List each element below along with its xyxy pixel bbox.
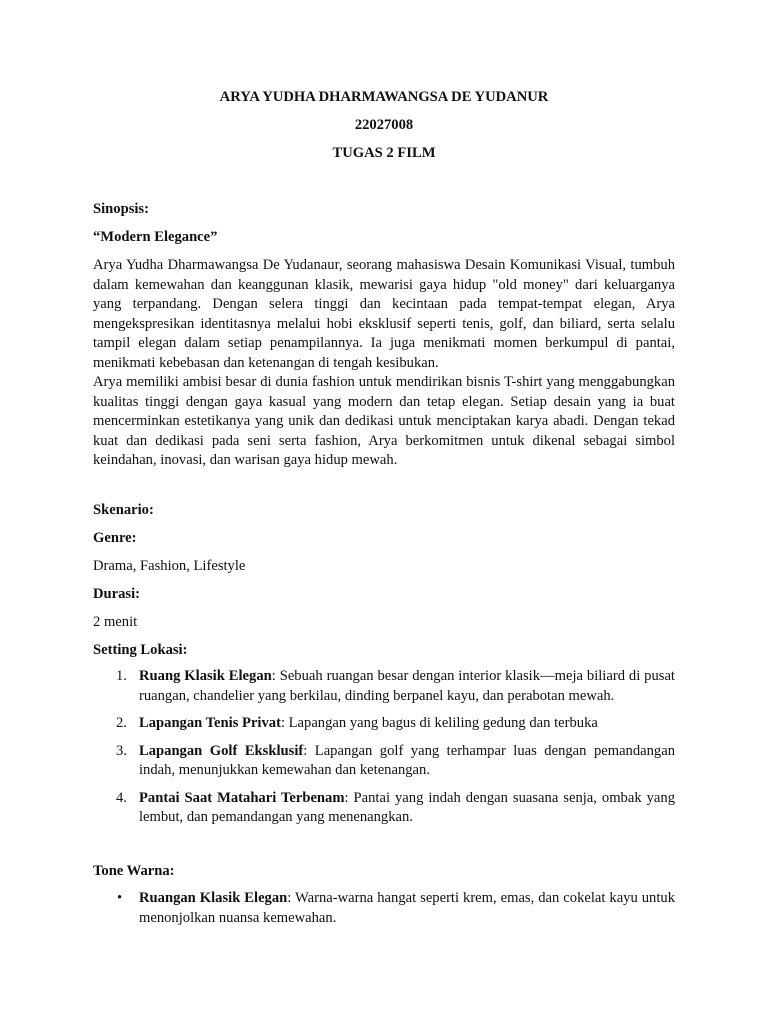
synopsis-heading: Sinopsis: [93, 201, 149, 217]
genre-label: Genre: [93, 530, 137, 546]
duration-value: 2 menit [93, 614, 138, 630]
bullet-icon: • [117, 890, 123, 906]
genre-value: Drama, Fashion, Lifestyle [93, 558, 246, 574]
duration-label: Durasi: [93, 586, 141, 602]
location-term: Lapangan Golf Eksklusif [139, 742, 304, 759]
author-name: ARYA YUDHA DHARMAWANGSA DE YUDANUR [219, 89, 549, 105]
location-desc: : Pantai yang indah dengan suasana senja, ombak yang lembut, dan pemandangan yang menenangkan. [139, 789, 675, 825]
student-id: 22027008 [354, 117, 414, 133]
list-item [93, 889, 675, 928]
list-item [93, 667, 675, 706]
list-item [93, 714, 675, 734]
tone-heading: Tone Warna: [93, 863, 175, 879]
location-desc: : Lapangan yang bagus di keliling gedung dan terbuka [280, 715, 598, 731]
location-term: Lapangan Tenis Privat [139, 715, 281, 731]
locations-label: Setting Lokasi: [93, 642, 188, 658]
list-number: 4. [116, 789, 127, 806]
location-term: Ruang Klasik Elegan [139, 668, 272, 684]
list-number: 1. [116, 668, 127, 684]
location-desc: : Lapangan golf yang terhampar luas dengan pemandangan indah, menunjukkan kemewahan dan ketenangan. [139, 742, 675, 778]
synopsis-paragraph-2: Arya memiliki ambisi besar di dunia fashion untuk mendirikan bisnis T-shirt yang menggabungkan kualitas tinggi dengan gaya kasual yang modern dan tetap elegan. Setiap desain yang ia buat mencerminkan estetikanya yang unik dan dedikasi untuk menciptakan karya abadi. Dengan tekad kuat dan dedikasi pada seni serta fashion, Arya berkomitmen untuk dikenal sebagai simbol keindahan, inovasi, dan warisan gaya hidup mewah. [93, 374, 675, 468]
location-term: Pantai Saat Matahari Terbenam [139, 789, 345, 806]
tone-list [93, 889, 675, 936]
location-desc: : Sebuah ruangan besar dengan interior klasik—meja biliard di pusat ruangan, chandelier yang berkilau, dinding berpanel kayu, dan perabotan mewah. [139, 668, 675, 704]
scenario-heading: Skenario: [93, 502, 154, 518]
synopsis-paragraph-1: Arya Yudha Dharmawangsa De Yudanaur, seorang mahasiswa Desain Komunikasi Visual, tumbuh dalam kemewahan dan keanggunan klasik, mewarisi gaya hidup "old money" dari keluarganya yang terpandang. Dengan selera tinggi dan kecintaan pada tempat-tempat elegan, Arya mengekspresikan identitasnya melalui hobi eksklusif seperti tenis, golf, dan biliard, serta selalu tampil elegan dalam setiap penampilannya. Ia juga menikmati momen berkumpul di pantai, menikmati kebebasan dan ketenangan di tengah kesibukan. [93, 257, 675, 371]
tone-term: Ruangan Klasik Elegan [139, 890, 288, 906]
list-item [93, 742, 675, 781]
list-number: 2. [116, 715, 127, 731]
list-number: 3. [116, 742, 127, 759]
tone-desc: : Warna-warna hangat seperti krem, emas, dan cokelat kayu untuk menonjolkan nuansa kemewahan. [139, 890, 675, 926]
film-title: “Modern Elegance” [93, 229, 218, 245]
assignment-title: TUGAS 2 FILM [332, 145, 436, 161]
locations-list [93, 667, 675, 836]
list-item [93, 789, 675, 828]
